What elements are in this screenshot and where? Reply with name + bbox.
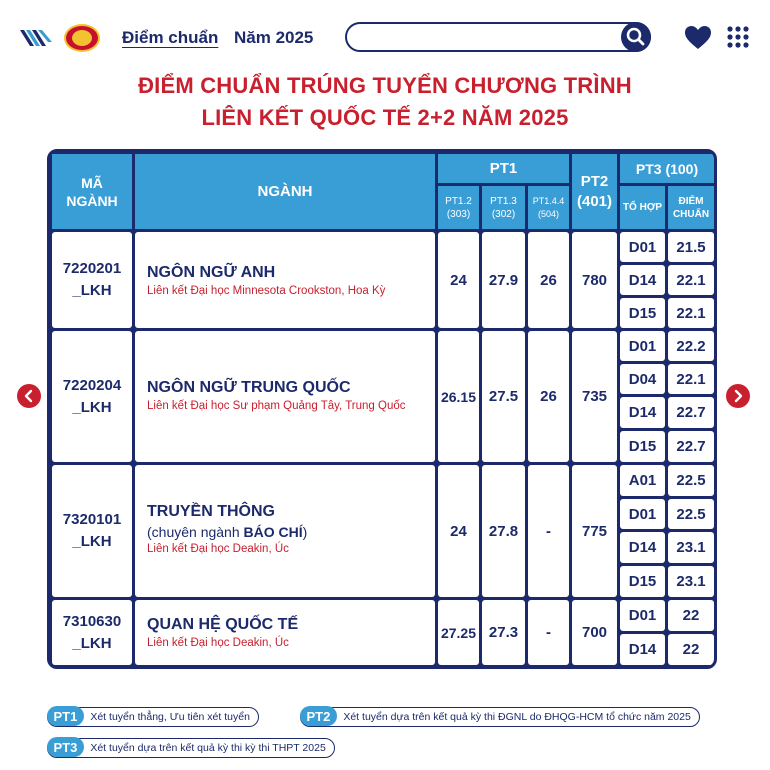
row-code: 7310630 _LKH	[62, 612, 122, 652]
chevron-right-icon	[731, 389, 745, 403]
header-pt1-3: PT1.3 (302)	[482, 186, 525, 229]
major-name: QUAN HỆ QUỐC TẾ	[147, 616, 299, 633]
legend-pt3	[47, 738, 335, 758]
pt3-combo: D14	[620, 532, 665, 563]
title-line-1: ĐIỂM CHUẨN TRÚNG TUYỂN CHƯƠNG TRÌNH	[138, 73, 632, 98]
pt3-combo: D14	[620, 634, 665, 665]
score-pt2: 735	[572, 331, 617, 462]
major-name: NGÔN NGỮ TRUNG QUỐC	[147, 379, 351, 396]
score-pt1-4: 26	[528, 232, 569, 328]
pt3-score: 22.1	[668, 364, 714, 394]
pt3-score: 22	[668, 600, 714, 631]
legend-tag: PT2	[300, 706, 338, 726]
major-name: TRUYỀN THÔNG	[147, 503, 275, 520]
table-row	[52, 331, 132, 462]
pt3-score: 22.2	[668, 331, 714, 361]
major-partner: Liên kết Đại học Sư phạm Quảng Tây, Trung Quốc	[147, 400, 406, 412]
row-code: 7220201 _LKH	[62, 260, 122, 299]
table-row	[52, 465, 132, 597]
major-partner: Liên kết Đại học Deakin, Úc	[147, 543, 289, 555]
score-pt2: 775	[572, 465, 617, 597]
pt3-score: 22.7	[668, 397, 714, 428]
pt3-score: 23.1	[668, 566, 714, 597]
pt3-score: 22.7	[668, 431, 714, 462]
header-pt2: PT2 (401)	[572, 154, 617, 229]
header-code: MÃ NGÀNH	[52, 154, 132, 229]
search-input[interactable]	[359, 28, 609, 48]
score-pt1-2: 27.25	[438, 600, 479, 665]
header-major: NGÀNH	[135, 154, 435, 229]
pt3-score: 22.1	[668, 265, 714, 295]
pt3-combo: D01	[620, 600, 665, 631]
score-pt1-3: 27.9	[482, 232, 525, 328]
score-pt1-4: -	[528, 600, 569, 665]
score-pt1-2: 24	[438, 465, 479, 597]
pt3-score: 22.5	[668, 465, 714, 496]
major-specialization: (chuyên ngành BÁO CHÍ)	[147, 524, 308, 540]
score-pt1-4: -	[528, 465, 569, 597]
table-row	[52, 600, 132, 665]
pt3-combo: D15	[620, 566, 665, 597]
header-pt1-4: PT1.4.4 (504)	[528, 186, 569, 229]
nav-diem-chuan[interactable]: Điểm chuẩn	[122, 28, 219, 47]
table-row	[52, 232, 132, 328]
major-name: NGÔN NGỮ ANH	[147, 264, 276, 281]
header-pt3-combo: TỔ HỢP	[620, 186, 665, 229]
next-slide-button[interactable]	[726, 384, 750, 408]
major-partner: Liên kết Đại học Minnesota Crookston, Hoa Kỳ	[147, 285, 386, 297]
legend-pt1	[47, 707, 259, 727]
pt3-score: 23.1	[668, 532, 714, 563]
pt3-combo: D14	[620, 397, 665, 428]
score-pt1-2: 24	[438, 232, 479, 328]
legend-text: Xét tuyển dựa trên kết quả kỳ thi ĐGNL do ĐHQG-HCM tổ chức năm 2025	[343, 711, 691, 723]
score-pt2: 780	[572, 232, 617, 328]
pt3-combo: D01	[620, 232, 665, 262]
pt3-combo: D01	[620, 331, 665, 361]
header-pt1-2: PT1.2 (303)	[438, 186, 479, 229]
pt3-score: 22	[668, 634, 714, 665]
title-line-2: LIÊN KẾT QUỐC TẾ 2+2 NĂM 2025	[201, 105, 569, 130]
score-pt2: 700	[572, 600, 617, 665]
header-pt1: PT1	[438, 154, 569, 183]
page-title	[0, 70, 770, 134]
row-major	[135, 465, 435, 597]
header-pt3-score: ĐIỂM CHUẨN	[668, 186, 714, 229]
row-code: 7320101 _LKH	[62, 511, 122, 550]
score-pt1-4: 26	[528, 331, 569, 462]
pt3-score: 21.5	[668, 232, 714, 262]
top-bar	[0, 0, 770, 78]
prev-slide-button[interactable]	[17, 384, 41, 408]
pt3-combo: D01	[620, 499, 665, 529]
score-pt1-3: 27.3	[482, 600, 525, 665]
pt3-combo: D15	[620, 298, 665, 328]
legend-text: Xét tuyển thẳng, Ưu tiên xét tuyển	[90, 711, 250, 723]
score-pt1-3: 27.5	[482, 331, 525, 462]
header-pt3: PT3 (100)	[620, 154, 714, 183]
pt3-combo: A01	[620, 465, 665, 496]
pt3-combo: D15	[620, 431, 665, 462]
row-major	[135, 331, 435, 462]
score-pt1-3: 27.8	[482, 465, 525, 597]
search-button[interactable]	[621, 22, 651, 52]
nav-nam-2025[interactable]: Năm 2025	[234, 28, 314, 47]
row-major	[135, 232, 435, 328]
score-table	[47, 149, 717, 669]
row-major	[135, 600, 435, 665]
emblem-logo-icon[interactable]	[64, 24, 100, 52]
pt3-combo: D04	[620, 364, 665, 394]
legend-pt2	[300, 707, 700, 727]
legend-tag: PT1	[47, 706, 85, 726]
university-logo-icon[interactable]	[20, 28, 52, 48]
row-code: 7220204 _LKH	[62, 376, 122, 416]
legend-tag: PT3	[47, 737, 85, 757]
score-pt1-2: 26.15	[438, 331, 479, 462]
search-icon	[621, 22, 651, 52]
search-box	[345, 22, 651, 52]
pt3-score: 22.5	[668, 499, 714, 529]
pt3-combo: D14	[620, 265, 665, 295]
chevron-left-icon	[22, 389, 36, 403]
menu-grid-icon[interactable]	[727, 26, 749, 48]
major-partner: Liên kết Đại học Deakin, Úc	[147, 637, 289, 649]
pt3-score: 22.1	[668, 298, 714, 328]
legend-text: Xét tuyển dựa trên kết quả kỳ thi kỳ thi THPT 2025	[90, 742, 326, 754]
heart-icon[interactable]	[684, 25, 712, 51]
